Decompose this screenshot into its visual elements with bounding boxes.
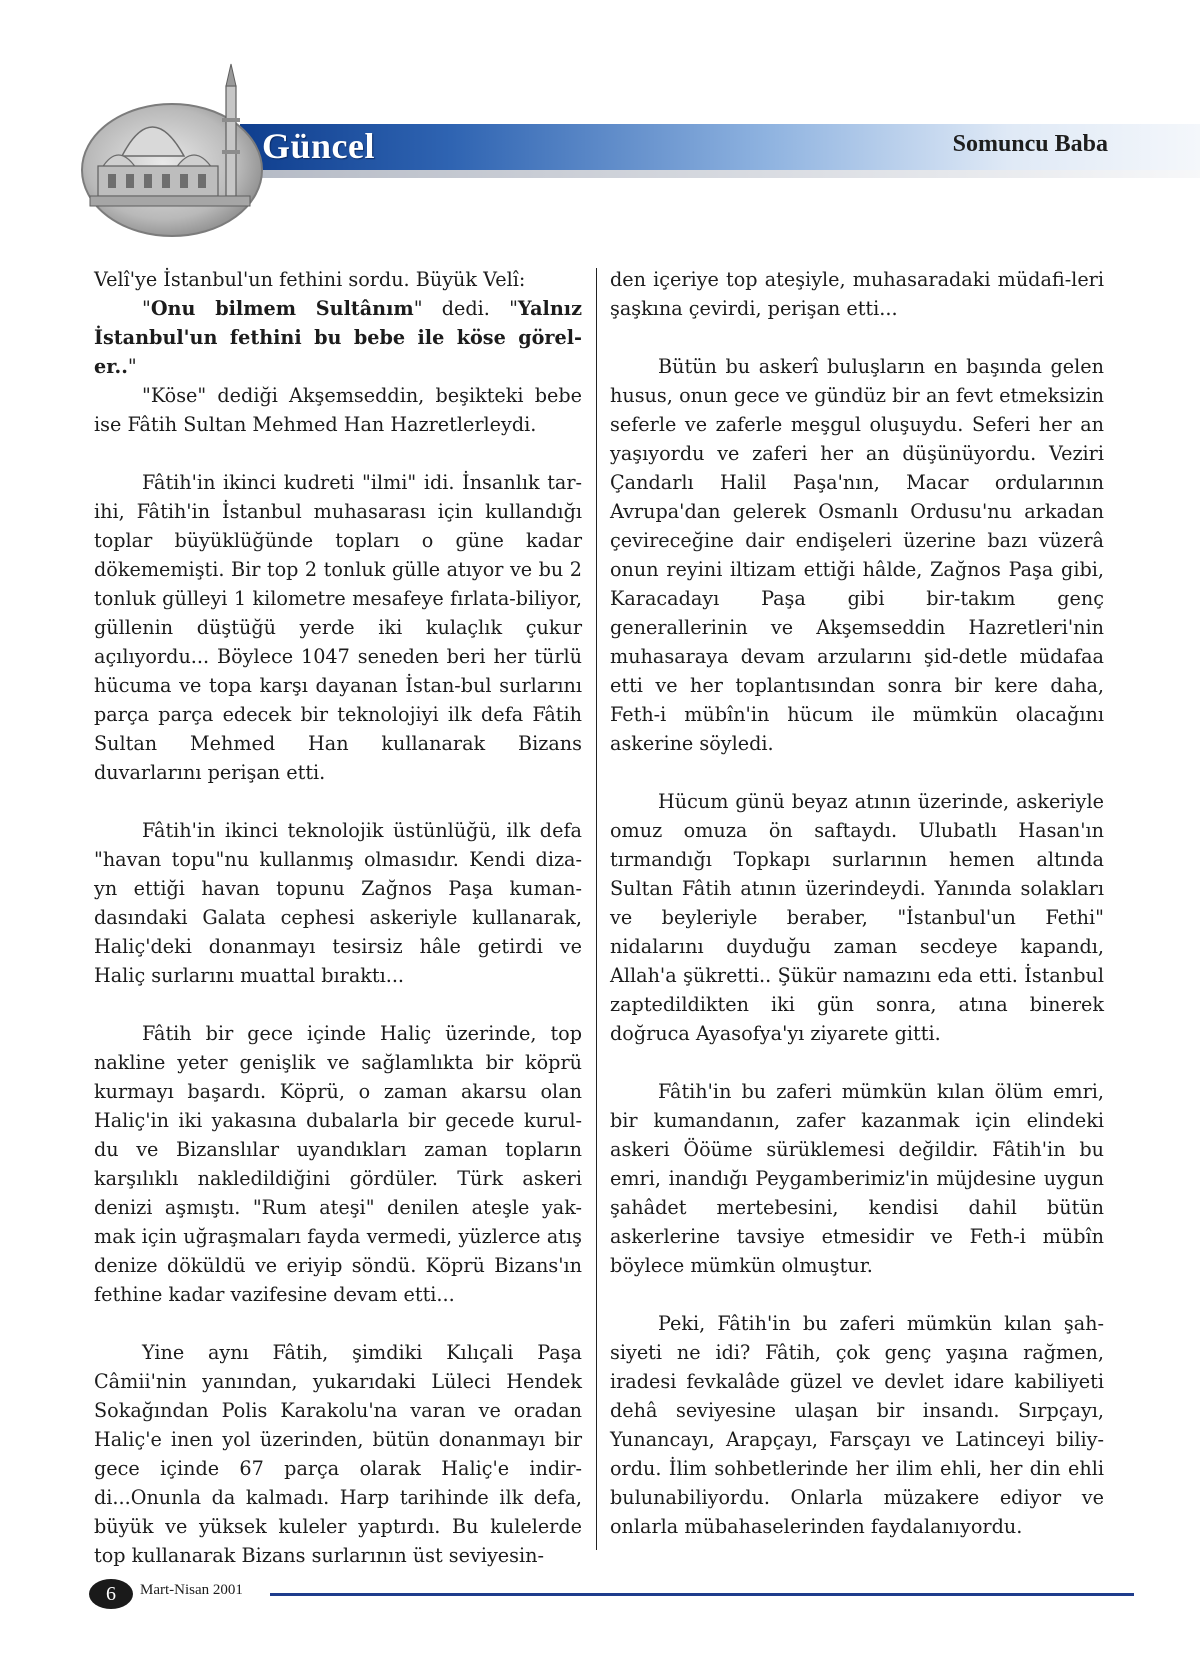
paragraph: Fâtih'in bu zaferi mümkün kılan ölüm emri, bir kumandanın, zafer kazanmak için elindeki askeri Ööüme sürüklemesi değildir. Fâtih'in bu emri, inandığı Peygamberimiz'in müjdesine uygun şahâdet mertebesini, kendisi dahil bütün askerlerine tavsiye etmesidir ve Feth-i mübîn böylece mümkün olmuştur. — [610, 1080, 1104, 1277]
header-band-shadow — [248, 170, 1200, 178]
paragraph: Yine aynı Fâtih, şimdiki Kılıçali Paşa Câmii'nin yanından, yukarıdaki Lüleci Hendek Sokağından Polis Karakolu'na varan ve oradan Haliç'e inen yol üzerinden, bütün donanmayı bir gece içinde 67 parça olarak Haliç'e indir-di...Onunla da kalmadı. Harp tarihinde ilk defa, büyük ve yüksek kuleler yaptırdı. Bu kulelerde top kullanarak Bizans surlarının üst seviyesin- — [94, 1341, 582, 1567]
quote-connector: " dedi. " — [413, 297, 518, 320]
paragraph: Fâtih'in ikinci kudreti "ilmi" idi. İnsanlık tar-ihi, Fâtih'in İstanbul muhasarası için kullandığı toplar büyüklüğünde topları o güne kadar dökememişti. Bir top 2 tonluk gülle atıyor ve bu 2 tonluk gülleyi 1 kilometre mesafeye fırlata-biliyor, güllenin düştüğü yerde iki kulaçlık çukur açılıyordu... Böylece 1047 seneden beri her türlü hücuma ve topa karşı dayanan İstan-bul surlarını parça parça edecek bir teknolojiyi ilk defa Fâtih Sultan Mehmed Han kullanarak Bizans duvarlarını perişan etti. — [94, 471, 582, 784]
quote-bold-text: Onu bilmem Sultânım — [150, 297, 414, 320]
quote-mark: " — [142, 297, 151, 320]
footer-rule — [270, 1593, 1134, 1596]
paragraph: "Köse" dediği Akşemseddin, beşikteki bebe ise Fâtih Sultan Mehmed Han Hazretlerleydi. — [94, 384, 582, 436]
issue-date: Mart-Nisan 2001 — [140, 1582, 243, 1598]
paragraph: Velî'ye İstanbul'un fethini sordu. Büyük Velî: — [94, 268, 526, 291]
page-number: 6 — [89, 1579, 133, 1609]
quote-bold-text: Yalnız İstanbul'un fethini bu bebe ile köse görel-er.. — [94, 297, 582, 378]
page-header — [0, 0, 1200, 240]
paragraph: den içeriye top ateşiyle, muhasaradaki müdafi-leri şaşkına çevirdi, perişan etti... — [610, 268, 1104, 320]
paragraph: Peki, Fâtih'in bu zaferi mümkün kılan şah-siyeti ne idi? Fâtih, çok genç yaşına rağmen, iradesi fevkalâde güzel ve devlet idare kabiliyeti dehâ seviyesine ulaşan bir insandı. Sırpçayı, Yunancayı, Arapçayı, Farsçayı ve Latinceyi biliy-ordu. İlim sohbetlerinde her ilim ehli, her din ehli bulunabiliyordu. Onlarla müzakere ediyor ve onlarla mübahaselerinden faydalanıyordu. — [610, 1312, 1104, 1538]
magazine-name: Somuncu Baba — [952, 131, 1108, 157]
paragraph: Hücum günü beyaz atının üzerinde, askeriyle omuz omuza ön saftaydı. Ulubatlı Hasan'ın tırmandığı Topkapı surlarının hemen altında Sultan Fâtih atının üzerindeydi. Yanında solakları ve beyleriyle beraber, "İstanbul'un Fethi" nidalarını duyduğu zaman secdeye kapandı, Allah'a şükretti.. Şükür namazını eda etti. İstanbul zaptedildikten iki gün sonra, atına binerek doğruca Ayasofya'yı ziyarete gitti. — [610, 790, 1104, 1045]
paragraph: Fâtih bir gece içinde Haliç üzerinde, top nakline yeter genişlik ve sağlamlıkta bir köprü kurmayı başardı. Köprü, o zaman akarsu olan Haliç'in iki yakasına dubalarla bir gecede kurul-du ve Bizanslılar uyandıkları zaman topların karşılıklı nakledildiğini gördüler. Türk askeri denizi aşmıştı. "Rum ateşi" denilen ateşle yak-mak için uğraşmaları fayda vermedi, yüzlerce atış denize döküldü ve eriyip söndü. Köprü Bizans'ın fethine kadar vazifesine devam etti... — [94, 1022, 582, 1306]
paragraph: Bütün bu askerî buluşların en başında gelen husus, onun gece ve gündüz bir an fevt etmeksizin seferle ve zaferle meşgul oluşuydu. Seferi her an yaşıyordu ve zaferi her an düşünüyordu. Veziri Çandarlı Halil Paşa'nın, Macar ordularının Avrupa'dan gelerek Osmanlı Ordusu'nu arkadan çevireceğine dair endişeleri üzerine bazı vüzerâ onun reyini iltizam ettiği hâlde, Zağnos Paşa gibi, Karacadayı Paşa gibi bir-takım genç generallerinin ve Akşemseddin Hazretleri'nin muhasaraya devam arzularını şid-detle müdafaa etti ve her toplantısından sonra bir kere daha, Feth-i mübîn'in hücum ile mümkün olacağını askerine söyledi. — [610, 355, 1104, 755]
quote-mark: " — [127, 355, 137, 378]
page-footer — [0, 1570, 1200, 1610]
quote-paragraph — [94, 294, 582, 381]
mosque-icon — [80, 58, 280, 238]
paragraph: Fâtih'in ikinci teknolojik üstünlüğü, ilk defa "havan topu"nu kullanmış olmasıdır. Kendi diza-yn ettiği havan topunu Zağnos Paşa kuman-dasındaki Galata cephesi askeriyle kullanarak, Haliç'deki donanmayı tesirsiz hâle getirdi ve Haliç surlarını muattal bıraktı... — [94, 819, 582, 987]
column-divider — [596, 268, 597, 1550]
section-title: Güncel — [262, 126, 376, 166]
article-column-right — [610, 265, 1104, 1541]
article-column-left — [94, 265, 582, 1570]
